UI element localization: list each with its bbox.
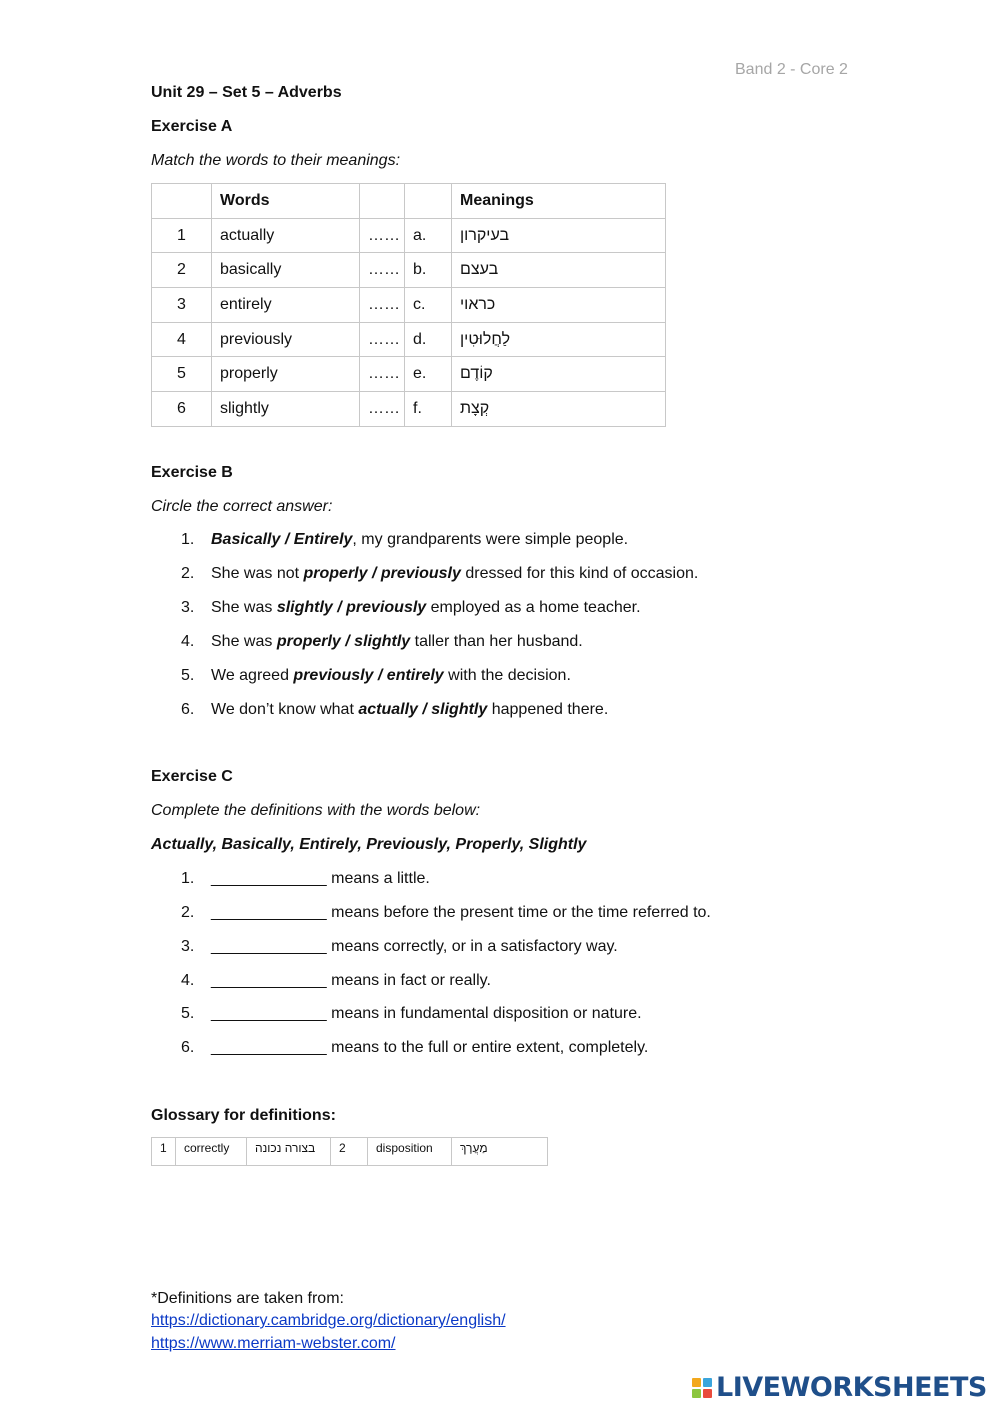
row-word: basically [212, 253, 360, 288]
row-meaning: בעיקרון [452, 218, 666, 253]
item-text-before: We agreed [211, 667, 294, 684]
item-number: 3. [181, 599, 195, 616]
answer-choice[interactable]: slightly / previously [276, 599, 427, 616]
glossary-word: disposition [368, 1138, 452, 1166]
definition-text: means in fundamental disposition or nature. [326, 1005, 642, 1022]
item-number: 6. [181, 701, 195, 718]
row-number: 2 [152, 253, 212, 288]
band-label: Band 2 - Core 2 [735, 61, 848, 78]
list-item [181, 531, 628, 549]
row-number: 5 [152, 357, 212, 392]
item-number: 4. [181, 633, 195, 650]
row-word: slightly [212, 392, 360, 427]
item-text-before: She was [211, 633, 277, 650]
logo-square-3 [692, 1389, 701, 1398]
item-number: 3. [181, 938, 195, 955]
cambridge-link[interactable]: https://dictionary.cambridge.org/dictionary/english/ [151, 1312, 506, 1329]
list-item [181, 701, 608, 719]
row-word: entirely [212, 288, 360, 323]
item-text-after: happened there. [487, 701, 609, 718]
exercise-a-heading: Exercise A [151, 118, 233, 135]
row-letter: a. [405, 218, 452, 253]
row-answer-blank[interactable]: …… [360, 288, 405, 323]
row-letter: c. [405, 288, 452, 323]
list-item [181, 667, 571, 685]
item-text-after: , my grandparents were simple people. [352, 531, 629, 548]
answer-blank[interactable]: _____________ [211, 938, 327, 955]
item-number: 2. [181, 565, 195, 582]
item-number: 4. [181, 972, 195, 989]
liveworksheets-logo [692, 1372, 987, 1403]
row-word: actually [212, 218, 360, 253]
page-title: Unit 29 – Set 5 – Adverbs [151, 84, 342, 101]
row-word: properly [212, 357, 360, 392]
list-item [181, 904, 711, 922]
answer-blank[interactable]: _____________ [211, 972, 327, 989]
item-number: 5. [181, 1005, 195, 1022]
row-answer-blank[interactable]: …… [360, 218, 405, 253]
header-words-cell: Words [212, 184, 360, 219]
row-number: 1 [152, 218, 212, 253]
logo-square-4 [703, 1389, 712, 1398]
table-row [152, 392, 666, 427]
row-letter: e. [405, 357, 452, 392]
answer-blank[interactable]: _____________ [211, 1005, 327, 1022]
glossary-table [151, 1137, 548, 1166]
table-row [152, 218, 666, 253]
exercise-c-heading: Exercise C [151, 768, 233, 785]
table-row [152, 253, 666, 288]
exercise-a-instruction: Match the words to their meanings: [151, 152, 401, 169]
row-number: 4 [152, 322, 212, 357]
header-blank-cell [360, 184, 405, 219]
row-answer-blank[interactable]: …… [360, 392, 405, 427]
list-item [181, 633, 583, 651]
answer-choice[interactable]: Basically / Entirely [211, 531, 353, 548]
item-text-before: We don’t know what [211, 701, 359, 718]
exercise-b-heading: Exercise B [151, 464, 233, 481]
item-text-after: dressed for this kind of occasion. [460, 565, 699, 582]
merriam-webster-link[interactable]: https://www.merriam-webster.com/ [151, 1335, 396, 1352]
logo-square-2 [703, 1378, 712, 1387]
item-number: 5. [181, 667, 195, 684]
row-answer-blank[interactable]: …… [360, 322, 405, 357]
item-text-after: with the decision. [443, 667, 571, 684]
header-meanings-cell: Meanings [452, 184, 666, 219]
word-bank: Actually, Basically, Entirely, Previously, Properly, Slightly [151, 836, 587, 853]
row-meaning: כראוי [452, 288, 666, 323]
list-item [181, 870, 430, 888]
header-letter-cell [405, 184, 452, 219]
list-item [181, 938, 618, 956]
row-letter: f. [405, 392, 452, 427]
exercise-c-instruction: Complete the definitions with the words below: [151, 802, 481, 819]
row-letter: b. [405, 253, 452, 288]
row-answer-blank[interactable]: …… [360, 357, 405, 392]
exercise-b-instruction: Circle the correct answer: [151, 498, 333, 515]
list-item [181, 972, 491, 990]
definition-text: means before the present time or the time referred to. [326, 904, 711, 921]
item-text-before: She was not [211, 565, 304, 582]
row-number: 6 [152, 392, 212, 427]
matching-table [151, 183, 666, 427]
table-row [152, 357, 666, 392]
glossary-word: correctly [176, 1138, 247, 1166]
header-num-cell [152, 184, 212, 219]
table-row [152, 288, 666, 323]
glossary-num: 1 [152, 1138, 176, 1166]
row-letter: d. [405, 322, 452, 357]
list-item [181, 1039, 648, 1057]
row-meaning: בעצם [452, 253, 666, 288]
sources-note: *Definitions are taken from: [151, 1290, 344, 1307]
table-row [152, 322, 666, 357]
glossary-heading: Glossary for definitions: [151, 1107, 336, 1124]
list-item [181, 565, 698, 583]
table-row [152, 1138, 548, 1166]
row-meaning: קְצָת [452, 392, 666, 427]
item-text-before: She was [211, 599, 277, 616]
logo-square-1 [692, 1378, 701, 1387]
definition-text: means to the full or entire extent, completely. [326, 1039, 649, 1056]
answer-blank[interactable]: _____________ [211, 1039, 327, 1056]
definition-text: means correctly, or in a satisfactory way. [326, 938, 618, 955]
logo-grid-icon [692, 1378, 712, 1398]
row-word: previously [212, 322, 360, 357]
glossary-translation: בצורה נכונה [247, 1138, 331, 1166]
item-number: 6. [181, 1039, 195, 1056]
answer-blank[interactable]: _____________ [211, 870, 327, 887]
row-meaning: קוֹדֶם [452, 357, 666, 392]
logo-text: LIVEWORKSHEETS [716, 1372, 987, 1403]
row-number: 3 [152, 288, 212, 323]
item-number: 2. [181, 904, 195, 921]
answer-choice[interactable]: actually / slightly [358, 701, 488, 718]
item-text-after: employed as a home teacher. [426, 599, 641, 616]
item-number: 1. [181, 531, 195, 548]
table-header-row [152, 184, 666, 219]
row-answer-blank[interactable]: …… [360, 253, 405, 288]
row-meaning: לַחֲלוּטִין [452, 322, 666, 357]
glossary-num: 2 [331, 1138, 368, 1166]
answer-choice[interactable]: properly / slightly [276, 633, 411, 650]
list-item [181, 599, 641, 617]
definition-text: means a little. [326, 870, 430, 887]
list-item [181, 1005, 642, 1023]
answer-blank[interactable]: _____________ [211, 904, 327, 921]
answer-choice[interactable]: properly / previously [303, 565, 461, 582]
definition-text: means in fact or really. [326, 972, 491, 989]
glossary-translation: מַעֲרָךְ [452, 1138, 548, 1166]
item-text-after: taller than her husband. [410, 633, 583, 650]
answer-choice[interactable]: previously / entirely [293, 667, 444, 684]
item-number: 1. [181, 870, 195, 887]
